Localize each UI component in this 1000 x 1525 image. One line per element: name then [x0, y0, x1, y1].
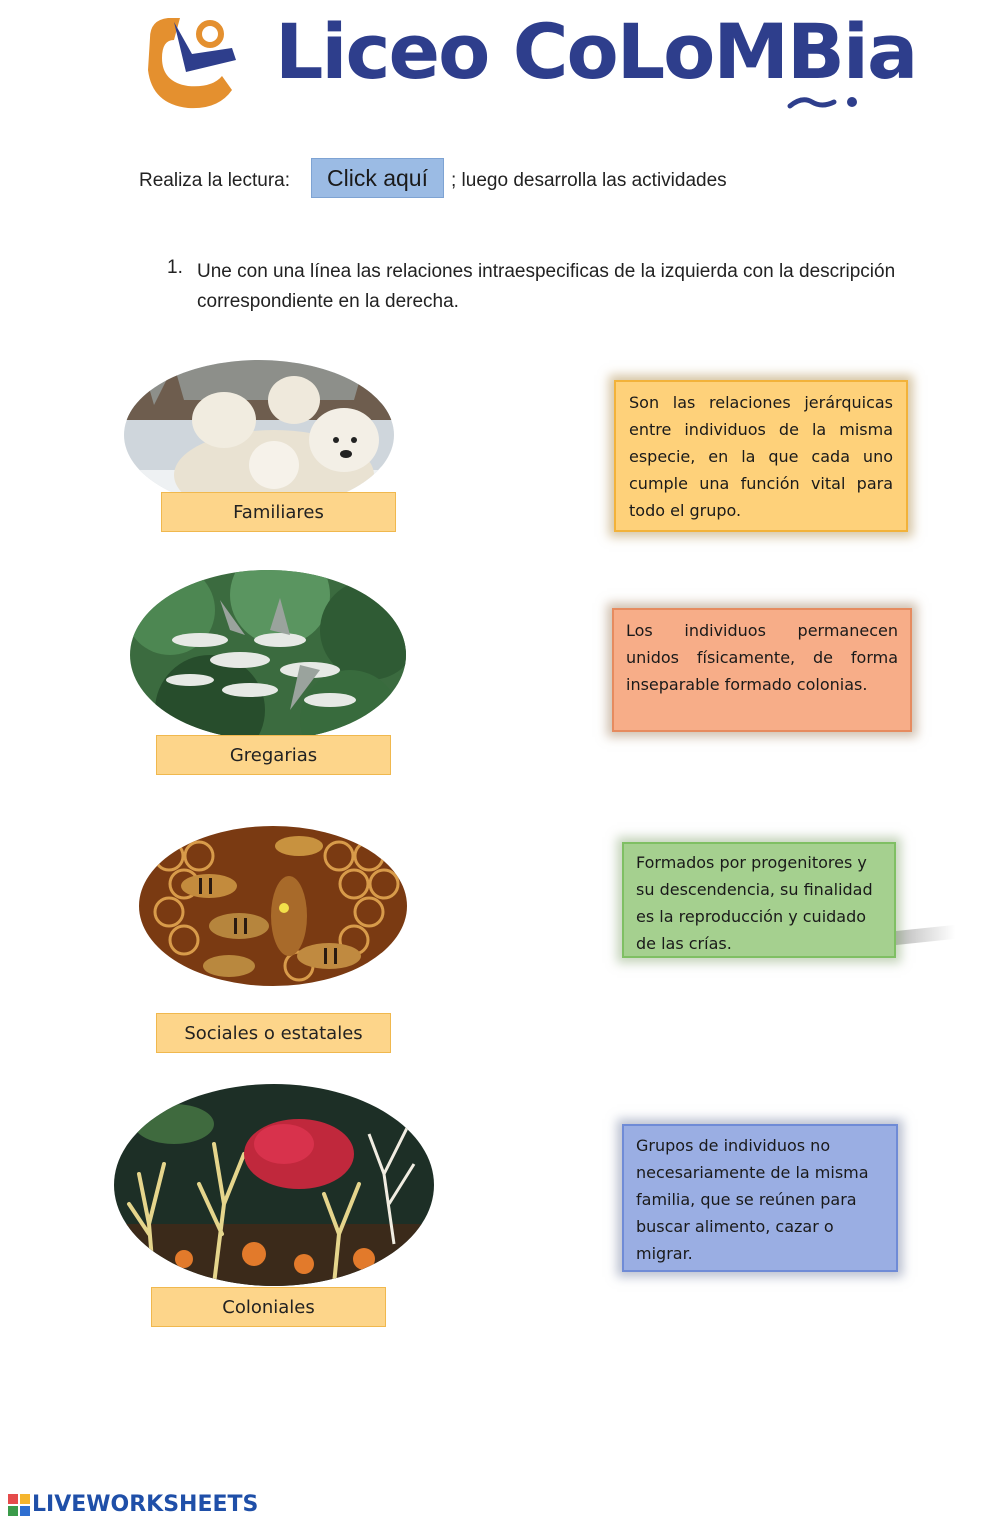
liveworksheets-footer: [8, 1492, 258, 1517]
label-coloniales[interactable]: Coloniales: [151, 1287, 386, 1327]
description-box-3[interactable]: Formados por progenitores y su descendencia, su finalidad es la reproducción y cuidado de las crías.: [622, 842, 896, 958]
reading-instruction-suffix: ; luego desarrolla las actividades: [451, 170, 727, 191]
flock-of-geese-image: [130, 570, 406, 740]
question-text: Une con una línea las relaciones intraespecificas de la izquierda con la descripción correspondiente en la derecha.: [197, 261, 896, 312]
polar-bears-image: [124, 360, 394, 510]
question-number: 1.: [167, 257, 183, 278]
bees-on-honeycomb-image: [139, 826, 407, 986]
shadow-decoration: [895, 925, 955, 945]
description-box-4[interactable]: Grupos de individuos no necesariamente de la misma familia, que se reúnen para buscar alimento, cazar o migrar.: [622, 1124, 898, 1272]
description-box-1[interactable]: Son las relaciones jerárquicas entre individuos de la misma especie, en la que cada uno cumple una función vital para todo el grupo.: [614, 380, 908, 532]
logo-wordmark: Liceo CoLoMBia: [275, 7, 917, 96]
coral-reef-image: [114, 1084, 434, 1286]
click-here-button[interactable]: Click aquí: [311, 158, 444, 198]
label-sociales-o-estatales[interactable]: Sociales o estatales: [156, 1013, 391, 1053]
label-gregarias[interactable]: Gregarias: [156, 735, 391, 775]
label-familiares[interactable]: Familiares: [161, 492, 396, 532]
liveworksheets-logo-icon: [8, 1494, 30, 1516]
footer-brand: LIVEWORKSHEETS: [32, 1492, 259, 1517]
description-box-2[interactable]: Los individuos permanecen unidos físicamente, de forma inseparable formado colonias.: [612, 608, 912, 732]
reading-instruction-label: Realiza la lectura:: [139, 170, 291, 191]
